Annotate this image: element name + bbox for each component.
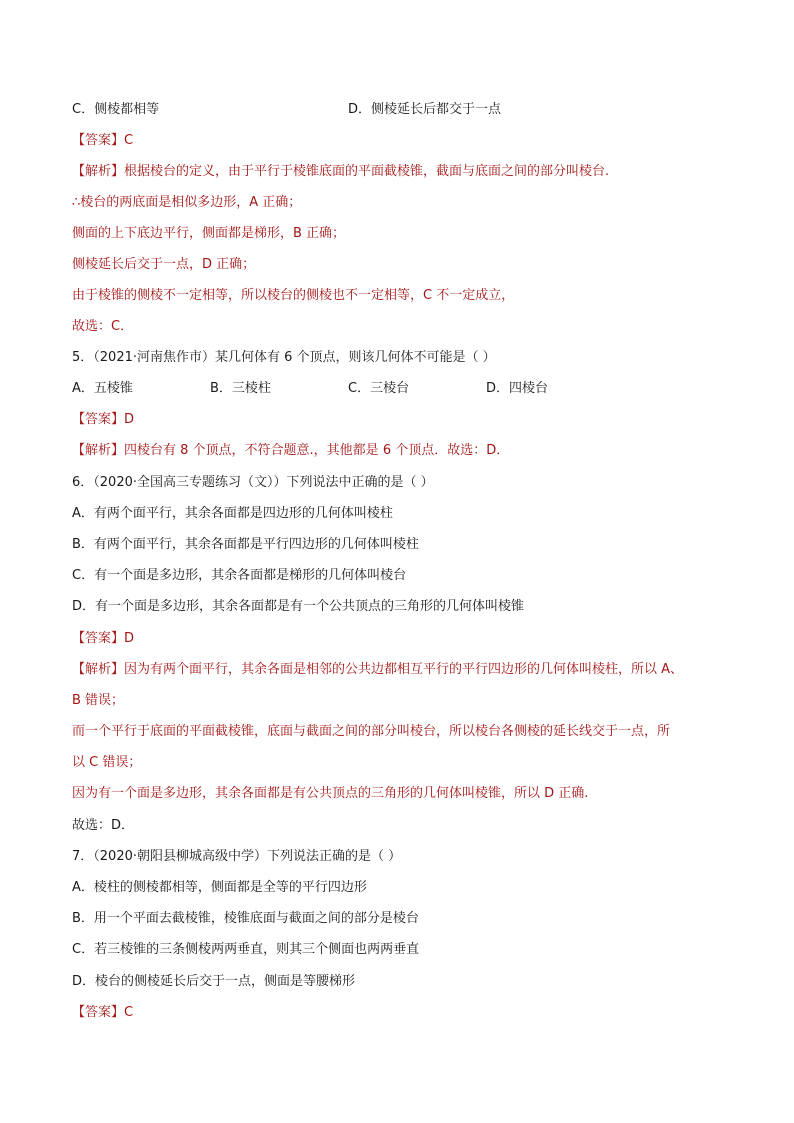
answer-value: C — [124, 1005, 134, 1020]
option-d: D．四棱台 — [486, 381, 549, 396]
analysis-text: 根据棱台的定义，由于平行于棱锥底面的平面截棱锥，截面与底面之间的部分叫棱台. — [124, 164, 610, 179]
option-c: C．侧棱都相等 — [72, 102, 160, 117]
q6-option-a: A．有两个面平行，其余各面都是四边形的几何体叫棱柱 — [72, 506, 393, 521]
q6-analysis-5: 因为有一个面是多边形，其余各面都是有公共顶点的三角形的几何体叫棱锥，所以 D 正确. — [72, 786, 589, 801]
q7-option-d: D．棱台的侧棱延长后交于一点，侧面是等腰梯形 — [72, 974, 356, 989]
answer-tag: 【答案】 — [72, 412, 125, 427]
q6-analysis-3: 而一个平行于底面的平面截棱锥，底面与截面之间的部分叫棱台，所以棱台各侧棱的延长线交于一点，所 — [72, 724, 671, 739]
answer-tag: 【答案】 — [72, 133, 125, 148]
q6-option-b: B．有两个面平行，其余各面都是平行四边形的几何体叫棱柱 — [72, 537, 419, 552]
q4-analysis-3: 侧面的上下底边平行，侧面都是梯形，B 正确； — [72, 226, 346, 241]
q6-analysis-1 — [72, 661, 683, 679]
q6-question: 6．（2020·全国高三专题练习（文））下列说法中正确的是（ ） — [72, 475, 434, 490]
q4-analysis-4: 侧棱延长后交于一点，D 正确； — [72, 257, 256, 272]
q6-analysis-2: B 错误； — [72, 693, 125, 708]
q7-option-b: B．用一个平面去截棱锥，棱锥底面与截面之间的部分是棱台 — [72, 911, 419, 926]
q7-option-a: A．棱柱的侧棱都相等，侧面都是全等的平行四边形 — [72, 880, 367, 895]
q4-options-row — [72, 101, 502, 119]
q6-answer — [72, 630, 134, 648]
q6-analysis-4: 以 C 错误； — [72, 755, 142, 770]
answer-value: D — [124, 412, 135, 427]
answer-tag: 【答案】 — [72, 1005, 125, 1020]
analysis-text: 四棱台有 8 个顶点，不符合题意.，其他都是 6 个顶点．故选：D． — [124, 443, 510, 458]
analysis-text: 因为有两个面平行，其余各面是相邻的公共边都相互平行的平行四边形的几何体叫棱柱，所以 A、 — [124, 662, 684, 677]
q4-analysis-2: ∴棱台的两底面是相似多边形，A 正确； — [72, 195, 302, 210]
q6-conclusion: 故选：D． — [72, 818, 135, 833]
q5-question: 5．（2021·河南焦作市）某几何体有 6 个顶点，则该几何体不可能是（ ） — [72, 350, 496, 365]
q4-conclusion: 故选：C． — [72, 319, 134, 334]
q4-analysis-5: 由于棱锥的侧棱不一定相等，所以棱台的侧棱也不一定相等，C 不一定成立， — [72, 288, 515, 303]
q7-answer — [72, 1004, 133, 1022]
option-d: D．侧棱延长后都交于一点 — [348, 102, 502, 117]
q4-answer — [72, 132, 133, 150]
answer-value: D — [124, 631, 135, 646]
option-b: B．三棱柱 — [210, 381, 271, 396]
option-a: A．五棱锥 — [72, 381, 133, 396]
q6-option-c: C．有一个面是多边形，其余各面都是梯形的几何体叫棱台 — [72, 568, 407, 583]
analysis-tag: 【解析】 — [72, 662, 125, 677]
q5-analysis — [72, 442, 509, 460]
q5-answer — [72, 411, 134, 429]
q7-option-c: C．若三棱锥的三条侧棱两两垂直，则其三个侧面也两两垂直 — [72, 942, 420, 957]
q6-option-d: D．有一个面是多边形，其余各面都是有一个公共顶点的三角形的几何体叫棱锥 — [72, 599, 525, 614]
q4-analysis-1 — [72, 163, 609, 181]
option-c: C．三棱台 — [348, 381, 410, 396]
analysis-tag: 【解析】 — [72, 443, 125, 458]
analysis-tag: 【解析】 — [72, 164, 125, 179]
answer-value: C — [124, 133, 134, 148]
answer-tag: 【答案】 — [72, 631, 125, 646]
q7-question: 7．（2020·朝阳县柳城高级中学）下列说法正确的是（ ） — [72, 849, 402, 864]
q5-options-row — [72, 380, 549, 398]
